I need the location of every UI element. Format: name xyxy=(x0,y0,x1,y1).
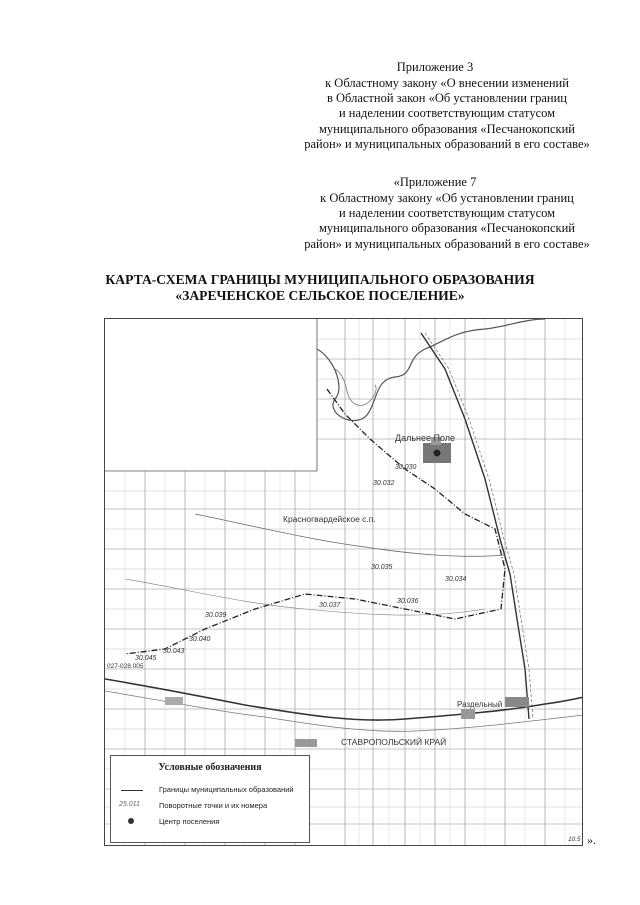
label-razdelny: Раздельный xyxy=(457,700,503,709)
legend-row-points xyxy=(119,800,305,812)
point-label: 30.034 xyxy=(445,576,467,583)
legend-center-text: Центр поселения xyxy=(159,817,220,826)
appendix7-body xyxy=(278,191,616,252)
map-legend xyxy=(110,755,310,843)
legend-point-number: 25.011 xyxy=(119,801,140,808)
settlement-center-dot xyxy=(434,450,441,457)
point-label: 30.030 xyxy=(395,464,417,471)
appendix3-line: в Областной закон «Об установлении границ xyxy=(326,91,567,106)
appendix3-line: муниципального образования «Песчанокопский xyxy=(319,121,575,136)
point-label: 30.043 xyxy=(163,648,185,655)
legend-title: Условные обозначения xyxy=(158,762,262,773)
appendix3-body xyxy=(278,76,616,152)
point-label: 30.037 xyxy=(319,602,341,609)
point-label: 30.035 xyxy=(371,564,393,571)
appendix7-line: и наделении соответствующим статусом xyxy=(338,206,556,221)
appendix3-line: к Областному закону «О внесении изменений xyxy=(325,76,569,90)
point-label: 30.040 xyxy=(189,636,211,643)
label-boundary-code: 027-028.005 xyxy=(107,663,144,670)
point-label: 30.036 xyxy=(397,598,419,605)
closing-quote: ». xyxy=(587,833,596,847)
map-title-line1: КАРТА-СХЕМА ГРАНИЦЫ МУНИЦИПАЛЬНОГО ОБРАЗОВАНИЯ xyxy=(105,272,535,287)
appendix3-line: и наделении соответствующим статусом xyxy=(338,106,556,121)
map-title xyxy=(60,272,580,304)
appendix7-line: район» и муниципальных образований в его составе» xyxy=(304,236,590,251)
boundary-line-icon xyxy=(119,784,145,796)
map-blank-area xyxy=(105,319,317,471)
appendix3-line: район» и муниципальных образований в его составе» xyxy=(304,136,590,151)
point-label: 30.032 xyxy=(373,480,395,487)
legend-row-boundary xyxy=(119,784,305,796)
legend-row-center xyxy=(119,816,305,828)
appendix7-line: муниципального образования «Песчанокопский xyxy=(319,221,575,236)
legend-boundary-text: Границы муниципальных образований xyxy=(159,785,294,794)
point-label: 30.039 xyxy=(205,612,227,619)
appendix7-line: к Областному закону «Об установлении границ xyxy=(320,191,574,205)
point-label: 30.045 xyxy=(135,655,157,662)
appendix3-title: Приложение 3 xyxy=(396,60,474,74)
label-neighbor-settlement: Красногвардейское с.п. xyxy=(283,514,376,524)
label-dalnee-pole: Дальнее Поле xyxy=(395,433,456,443)
appendix7-title: «Приложение 7 xyxy=(393,175,477,189)
point-label: 10.5 xyxy=(568,836,581,843)
point-number-icon xyxy=(119,800,145,812)
label-krai: СТАВРОПОЛЬСКИЙ КРАЙ xyxy=(341,737,447,747)
legend-points-text: Поворотные точки и их номера xyxy=(159,801,268,810)
center-dot-icon xyxy=(119,816,145,828)
map-title-line2: «ЗАРЕЧЕНСКОЕ СЕЛЬСКОЕ ПОСЕЛЕНИЕ» xyxy=(175,288,465,303)
